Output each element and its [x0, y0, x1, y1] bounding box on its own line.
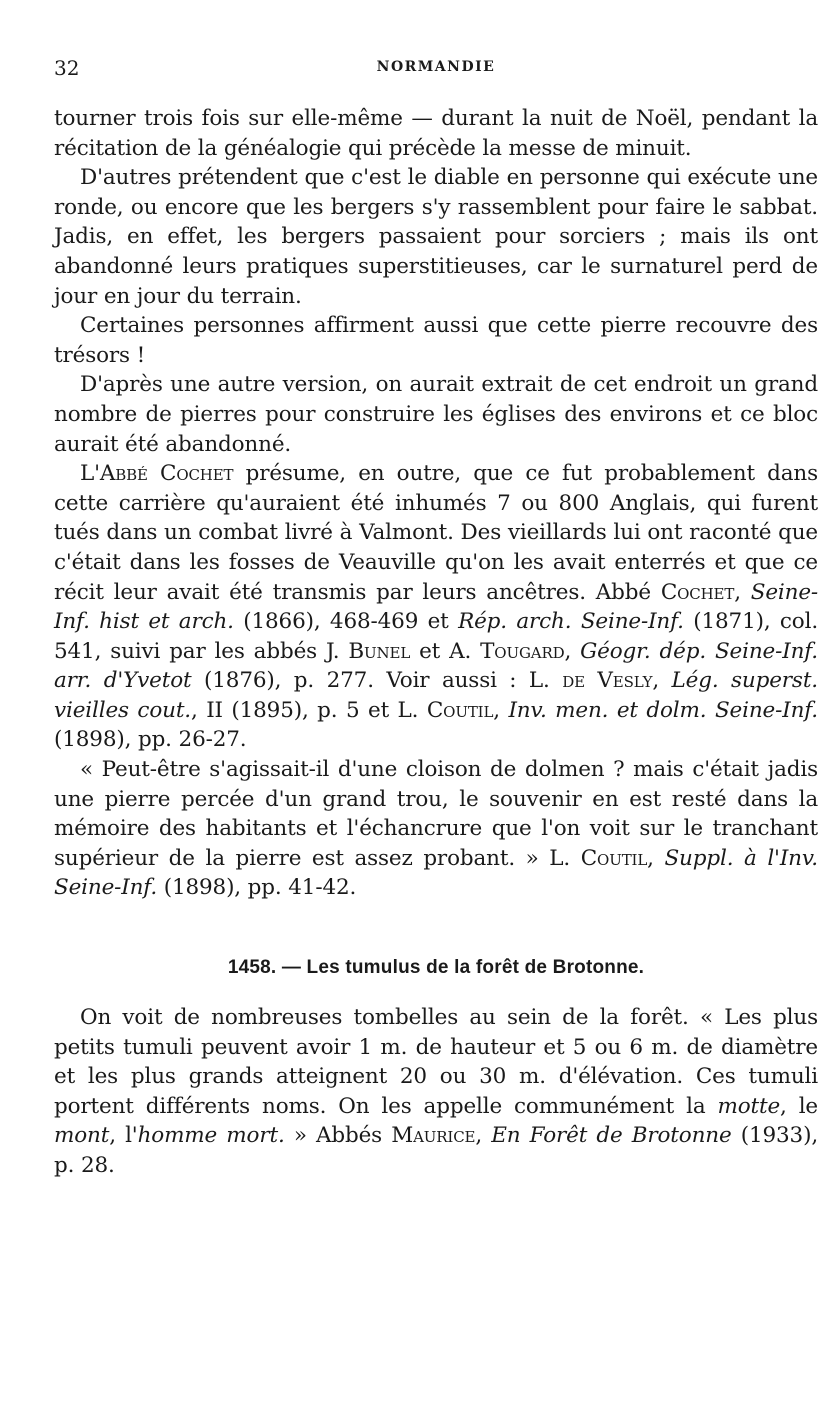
paragraph-coutil-quote — [54, 755, 818, 903]
paragraph-devil-dance: D'autres prétendent que c'est le diable en personne qui exécute une ronde, ou encore que les bergers s'y rassemblent pour faire le sabbat. Jadis, en effet, les bergers passaient pour sorciers ; mais ils ont abandonné leurs pratiques superstitieuses, car le surnaturel perd de jour en jour du terrain. — [54, 165, 818, 309]
author-name: Maurice — [391, 1123, 476, 1149]
text-run: et A. — [410, 638, 481, 664]
page-body — [54, 104, 818, 1181]
book-page — [54, 56, 818, 1181]
text-run: , — [647, 845, 665, 871]
text-run: , — [493, 697, 509, 723]
text-run: , — [475, 1123, 492, 1149]
author-name: Bunel — [348, 638, 411, 664]
text-run: (1871), col. 541, suivi par les abbés J. — [54, 609, 818, 664]
paragraph-cochet-citation — [54, 459, 818, 755]
work-title: Lég. superst. vieilles cout. — [54, 668, 818, 723]
text-run: , — [652, 668, 672, 694]
work-title: En Forêt de Brotonne — [491, 1123, 732, 1149]
work-title: Rép. arch. Seine-Inf. — [458, 609, 684, 635]
page-number: 32 — [54, 56, 80, 80]
text-run: (1933), p. 28. — [54, 1123, 818, 1178]
author-name: Tougard — [480, 638, 565, 664]
term: mont — [54, 1123, 110, 1149]
author-name: de Vesly — [562, 668, 653, 694]
text-run: , l' — [109, 1123, 138, 1149]
paragraph-treasure: Certaines personnes affirment aussi que cette pierre recouvre des trésors ! — [54, 313, 818, 368]
text-run: » Abbés — [284, 1123, 392, 1149]
text-run: , — [734, 579, 751, 605]
term: motte — [717, 1093, 781, 1119]
paragraph-continuation: tourner trois fois sur elle-même — durant la nuit de Noël, pendant la récitation de la généalogie qui précède la messe de minuit. — [54, 106, 818, 161]
section-heading: 1458. — Les tumulus de la forêt de Brotonne. — [227, 957, 645, 979]
author-name: L'Abbé Cochet — [80, 461, 234, 487]
text-run: (1876), p. 277. Voir aussi : L. — [191, 668, 563, 694]
author-name: Cochet — [660, 579, 735, 605]
text-run: , II (1895), p. 5 et L. — [191, 697, 427, 723]
text-run: « Peut-être s'agissait-il d'une cloison de dolmen ? mais c'était jadis une pierre percée d'un grand trou, le souvenir en est resté dans la mémoire des habitants et l'échancrure que l'on voit sur le tranchant supérieur de la pierre est assez probant. » L. — [54, 757, 818, 871]
text-run: présume, en outre, que ce fut probablement dans cette carrière qu'auraient été inhumés 7 ou 800 Anglais, qui furent tués dans un combat livré à Valmont. Des vieillards lui ont raconté que c'était dans les fosses de Veauville qu'on les avait enterrés et que ce récit leur avait été transmis par leurs ancêtres. Abbé — [54, 461, 818, 605]
text-run: (1898), pp. 41-42. — [157, 875, 357, 901]
paragraph-tumulus — [54, 1003, 818, 1181]
text-run: On voit de nombreuses tombelles au sein de la forêt. « Les plus petits tumuli peuvent avoir 1 m. de hauteur et 5 ou 6 m. de diamètre et les plus grands atteignent 20 ou 30 m. d'élévation. Ces tumuli portent différents noms. On les appelle communément la — [54, 1005, 818, 1119]
text-run: , le — [780, 1093, 818, 1119]
text-run: (1866), 468-469 et — [233, 609, 459, 635]
author-name: Coutil — [426, 697, 494, 723]
paragraph-quarry-version: D'après une autre version, on aurait extrait de cet endroit un grand nombre de pierres pour construire les églises des environs et ce bloc aurait été abandonné. — [54, 372, 818, 457]
term: homme mort. — [137, 1123, 285, 1149]
author-name: Coutil — [580, 845, 648, 871]
page-header — [54, 56, 818, 84]
work-title: Inv. men. et dolm. Seine-Inf. — [508, 697, 818, 723]
work-title: Géogr. dép. Seine-Inf. arr. d'Yvetot — [54, 638, 818, 694]
work-title: Suppl. à l'Inv. Seine-Inf. — [54, 845, 818, 901]
running-title: NORMANDIE — [376, 59, 496, 75]
work-title: Seine-Inf. hist et arch. — [54, 579, 818, 635]
text-run: , — [564, 638, 581, 664]
text-run: (1898), pp. 26-27. — [54, 727, 247, 753]
